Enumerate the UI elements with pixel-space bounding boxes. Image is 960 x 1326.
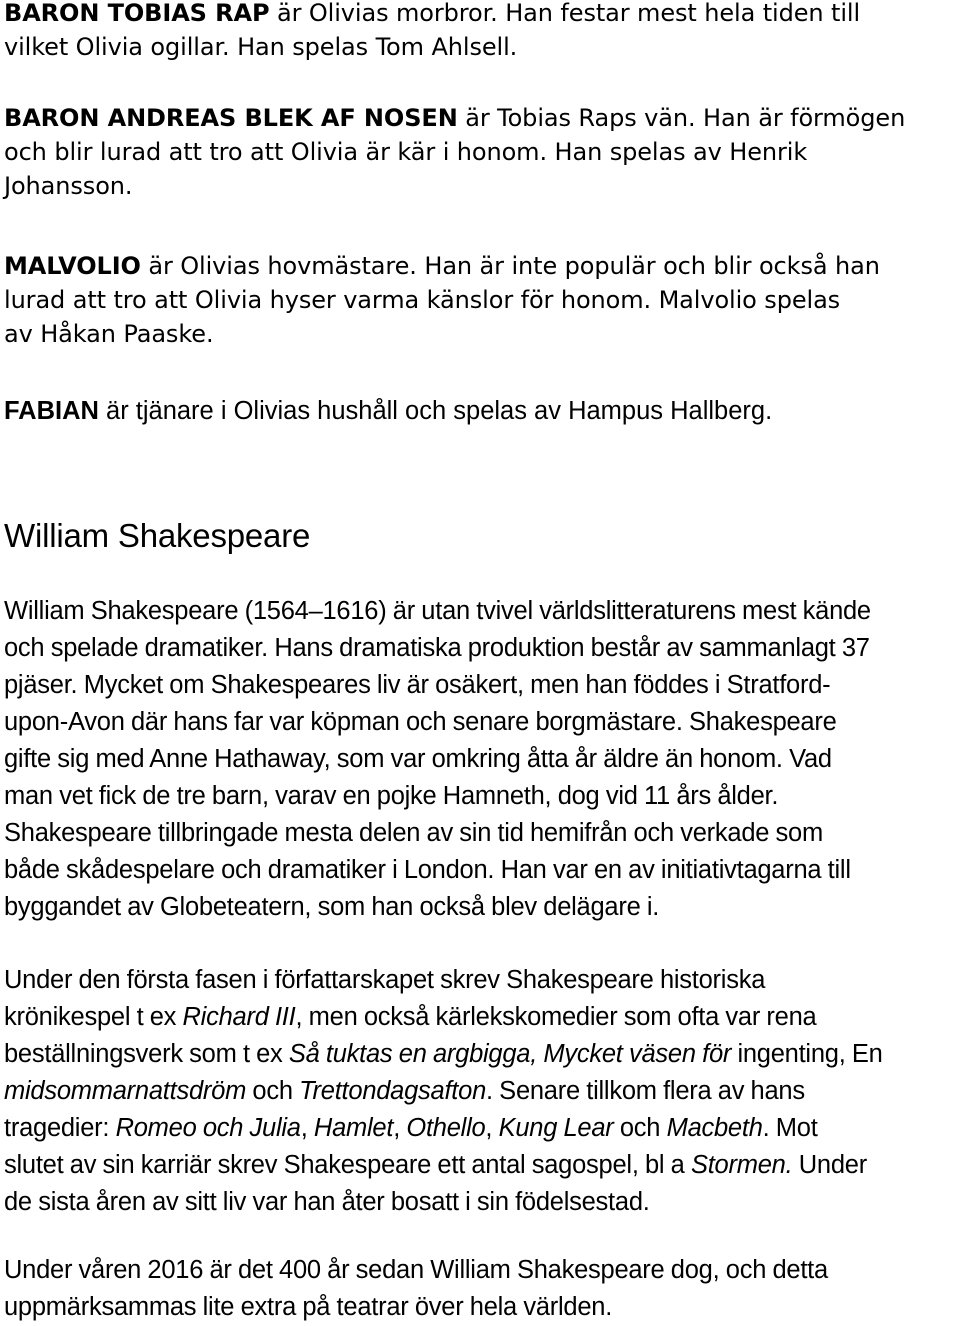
character-name: FABIAN — [4, 397, 99, 425]
character-malvolio — [4, 249, 954, 351]
paragraph-line: gifte sig med Anne Hathaway, som var omkring åtta år äldre än honom. Vad — [4, 745, 832, 773]
paragraph-line: byggandet av Globeteatern, som han också blev delägare i. — [4, 893, 660, 921]
text-run: , — [300, 1114, 314, 1142]
work-title: Så tuktas en argbigga, Mycket väsen för — [288, 1040, 732, 1068]
paragraph-line — [4, 999, 960, 1036]
paragraph-line: upon-Avon där hans far var köpman och senare borgmästare. Shakespeare — [4, 708, 837, 736]
text-run: och — [246, 1077, 300, 1105]
paragraph-line — [4, 393, 954, 430]
paragraph-line — [4, 1036, 960, 1073]
paragraph-line — [4, 1110, 960, 1147]
work-title: Richard III — [182, 1003, 296, 1031]
work-title: Romeo och Julia — [115, 1114, 301, 1142]
text-run: , men också kärlekskomedier som ofta var rena — [295, 1003, 817, 1031]
paragraph-line: William Shakespeare (1564–1616) är utan tvivel världslitteraturens mest kände — [4, 597, 871, 625]
paragraph-line: Shakespeare tillbringade mesta delen av sin tid hemifrån och verkade som — [4, 819, 823, 847]
shakespeare-bio-paragraph — [4, 593, 960, 926]
character-name: BARON ANDREAS BLEK AF NOSEN — [4, 104, 458, 132]
text-run: och — [613, 1114, 667, 1142]
text-run: slutet av sin karriär skrev Shakespeare ett antal sagospel, bl a — [4, 1151, 691, 1179]
work-title: Hamlet — [313, 1114, 394, 1142]
work-title: midsommarnattsdröm — [4, 1077, 247, 1105]
text-run: , — [393, 1114, 407, 1142]
paragraph-line: pjäser. Mycket om Shakespeares liv är osäkert, men han föddes i Stratford- — [4, 671, 831, 699]
paragraph-line — [4, 1147, 960, 1184]
text-run: ingenting, En — [731, 1040, 883, 1068]
work-title: Stormen. — [690, 1151, 793, 1179]
character-tobias-rap — [4, 0, 954, 64]
paragraph-line: uppmärksammas lite extra på teatrar över hela världen. — [4, 1293, 613, 1321]
paragraph-line: vilket Olivia ogillar. Han spelas Tom Ahlsell. — [4, 33, 518, 61]
paragraph-line — [4, 101, 954, 135]
paragraph-line — [4, 1073, 960, 1110]
character-description: är Olivias hovmästare. Han är inte populär och blir också han — [140, 252, 880, 280]
text-run: krönikespel t ex — [4, 1003, 183, 1031]
character-andreas-blek — [4, 101, 954, 203]
character-name: MALVOLIO — [4, 252, 141, 280]
paragraph-line: de sista åren av sitt liv var han åter bosatt i sin födelsestad. — [4, 1188, 650, 1216]
character-description: är Olivias morbror. Han festar mest hela tiden till — [269, 0, 861, 27]
text-run: . Mot — [762, 1114, 818, 1142]
character-description: är tjänare i Olivias hushåll och spelas av Hampus Hallberg. — [98, 397, 773, 425]
work-title: Kung Lear — [498, 1114, 614, 1142]
paragraph-line: av Håkan Paaske. — [4, 320, 214, 348]
paragraph-line: både skådespelare och dramatiker i London. Han var en av initiativtagarna till — [4, 856, 851, 884]
paragraph-line: och spelade dramatiker. Hans dramatiska produktion består av sammanlagt 37 — [4, 634, 870, 662]
paragraph-line: man vet fick de tre barn, varav en pojke Hamneth, dog vid 11 års ålder. — [4, 782, 779, 810]
text-run: tragedier: — [4, 1114, 116, 1142]
text-run: beställningsverk som t ex — [4, 1040, 289, 1068]
work-title: Macbeth — [666, 1114, 763, 1142]
shakespeare-works-paragraph — [4, 962, 960, 1221]
section-heading: William Shakespeare — [4, 517, 311, 554]
text-run: . Senare tillkom flera av hans — [486, 1077, 805, 1105]
character-description: är Tobias Raps vän. Han är förmögen — [457, 104, 906, 132]
work-title: Trettondagsafton — [299, 1077, 487, 1105]
work-title: Othello — [406, 1114, 486, 1142]
paragraph-line — [4, 0, 954, 30]
paragraph-line: Johansson. — [4, 172, 133, 200]
anniversary-paragraph — [4, 1252, 960, 1326]
paragraph-line: Under våren 2016 är det 400 år sedan William Shakespeare dog, och detta — [4, 1256, 828, 1284]
text-run: Under — [792, 1151, 867, 1179]
paragraph-line: Under den första fasen i författarskapet skrev Shakespeare historiska — [4, 966, 766, 994]
paragraph-line — [4, 249, 954, 283]
character-name: BARON TOBIAS RAP — [4, 0, 270, 27]
paragraph-line: och blir lurad att tro att Olivia är kär i honom. Han spelas av Henrik — [4, 138, 808, 166]
text-run: , — [485, 1114, 499, 1142]
paragraph-line: lurad att tro att Olivia hyser varma känslor för honom. Malvolio spelas — [4, 286, 841, 314]
character-fabian — [4, 393, 954, 430]
